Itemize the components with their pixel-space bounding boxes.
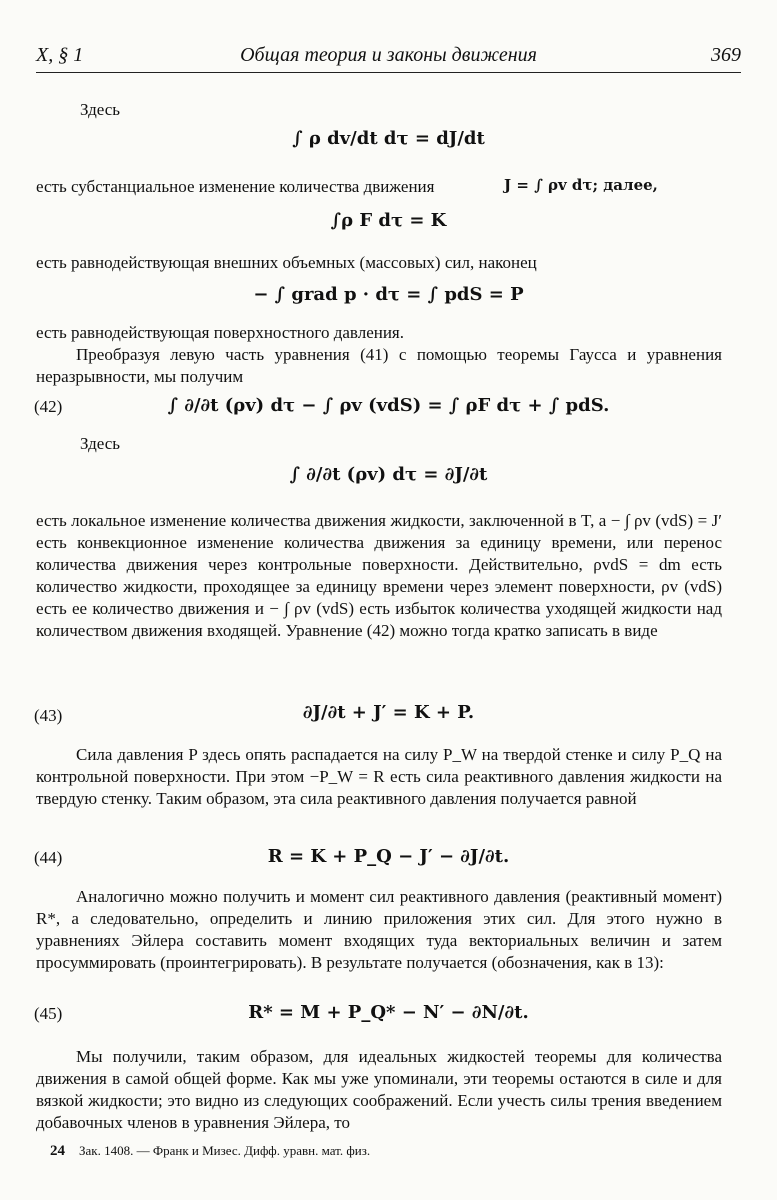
- word-zdes: Здесь: [80, 100, 121, 119]
- equation-substantial: ∫ ρ dv/dt dτ = dJ/dt: [292, 128, 485, 149]
- print-order-note: Зак. 1408. — Франк и Мизес. Дифф. уравн. мат. физ.: [79, 1143, 371, 1158]
- equation-44: R = K + P_Q − J′ − ∂J/∂t.: [267, 846, 510, 867]
- paragraph: Преобразуя левую часть уравнения (41) с помощью теоремы Гаусса и уравнения неразрывности, мы получим: [36, 345, 722, 386]
- paragraph: есть локальное изменение количества движения жидкости, заключенной в T, а − ∫ ρv (vdS) = J′ есть конвекционное изменение количества движения за единицу времени, или перенос количества движения через контрольные поверхности. Действительно, ρvdS = dm есть количество жидкости, проходящее за единицу времени через элемент поверхности, ρv (vdS) есть ее количество движения и − ∫ ρv (vdS) есть избыток количества уходящей жидкости над количеством движения входящей. Уравнение (42) можно тогда кратко записать в виде: [36, 511, 722, 640]
- text-line: есть субстанциальное изменение количества движения: [36, 177, 435, 196]
- text-line: есть равнодействующая поверхностного давления.: [36, 323, 404, 342]
- equation-number: (45): [34, 1004, 63, 1023]
- section-ref: X, § 1: [36, 44, 84, 66]
- running-title: Общая теория и законы движения: [240, 44, 537, 66]
- inline-equation: J = ∫ ρv dτ; далее,: [504, 176, 658, 194]
- signature-number: 24: [50, 1143, 65, 1159]
- equation-body-force: ∫ρ F dτ = K: [330, 210, 447, 231]
- paragraph: Сила давления P здесь опять распадается на силу P_W на твердой стенке и силу P_Q на контрольной поверхности. При этом −P_W = R есть сила реактивного давления жидкости на твердую стенку. Таким образом, эта сила реактивного давления получается равной: [36, 745, 722, 808]
- word-zdes: Здесь: [80, 434, 121, 453]
- equation-number: (44): [34, 848, 63, 867]
- equation-number: (42): [34, 397, 63, 416]
- paragraph: Мы получили, таким образом, для идеальных жидкостей теоремы для количества движения в самой общей форме. Как мы уже упоминали, эти теоремы остаются в силе и для вязкой жидкости; это видно из следующих соображений. Если учесть силы трения введением добавочных членов в уравнения Эйлера, то: [36, 1047, 722, 1132]
- equation-43: ∂J/∂t + J′ = K + P.: [302, 702, 475, 723]
- equation-45: R* = M + P_Q* − N′ − ∂N/∂t.: [248, 1002, 529, 1023]
- paragraph: Аналогично можно получить и момент сил реактивного давления (реактивный момент) R*, а следовательно, определить и линию приложения этих сил. Для этого нужно в уравнениях Эйлера составить момент входящих туда векториальных величин и затем просуммировать (проинтегрировать). В результате получается (обозначения, как в 13):: [36, 887, 722, 972]
- equation-number: (43): [34, 706, 63, 725]
- equation-42: ∫ ∂/∂t (ρv) dτ − ∫ ρv (vdS) = ∫ ρF dτ + ∫ pdS.: [167, 395, 610, 416]
- running-header: [36, 42, 741, 73]
- text-line: есть равнодействующая внешних объемных (массовых) сил, наконец: [36, 253, 537, 272]
- page-number: 369: [711, 44, 741, 66]
- equation-local-change: ∫ ∂/∂t (ρv) dτ = ∂J/∂t: [289, 464, 488, 485]
- equation-pressure-force: − ∫ grad p · dτ = ∫ pdS = P: [253, 284, 524, 305]
- printer-footer: [50, 1143, 370, 1160]
